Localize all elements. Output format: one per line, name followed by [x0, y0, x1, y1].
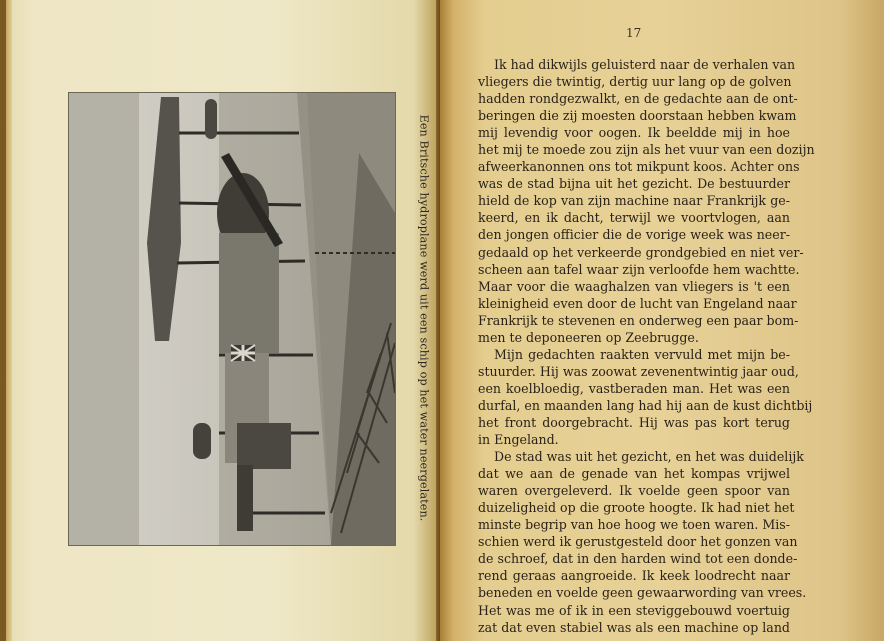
left-page — [6, 0, 440, 641]
text-line: Maar voor die waaghalzen van vliegers is 't een — [478, 278, 790, 294]
text-line: een koelbloedig, vastberaden man. Het was een — [478, 380, 790, 396]
text-line: dat we aan de genade van het kompas vrijwel — [478, 466, 790, 482]
text-line: vliegers die twintig, dertig uur lang op de golven — [478, 74, 792, 90]
text-line: kleinigheid even door de lucht van Engeland naar — [478, 295, 797, 311]
text-line: hadden rondgezwalkt, en de gedachte aan de ont- — [478, 91, 798, 107]
text-line: het mij te moede zou zijn als het vuur van een dozijn — [478, 142, 815, 158]
page-edge — [6, 0, 12, 641]
text-line: men te deponeeren op Zeebrugge. — [478, 329, 699, 345]
text-line: stuurder. Hij was zoowat zevenentwintig jaar oud, — [478, 363, 799, 379]
text-line: afweerkanonnen ons tot mikpunt koos. Achter ons — [478, 159, 800, 175]
text-line: was de stad bijna uit het gezicht. De bestuurder — [478, 176, 790, 192]
text-line: in Engeland. — [478, 432, 559, 448]
seaplane-picture — [69, 93, 395, 545]
text-line: den jongen officier die de vorige week was neer- — [478, 227, 790, 243]
text-line: scheen aan tafel waar zijn verloofde hem wachtte. — [478, 261, 800, 277]
text-line: zat dat even stabiel was als een machine op land — [478, 619, 790, 635]
text-line: het front doorgebracht. Hij was pas kort terug — [478, 414, 790, 430]
body-text — [478, 56, 815, 636]
text-line: durfal, en maanden lang had hij aan de kust dichtbij — [478, 397, 813, 413]
text-line: rend geraas aangroeide. Ik keek loodrecht naar — [478, 568, 790, 584]
text-line: gedaald op het verkeerde grondgebied en niet ver- — [478, 244, 804, 260]
text-line: De stad was uit het gezicht, en het was duidelijk — [494, 449, 804, 465]
text-line: keerd, en ik dacht, terwijl we voortvlogen, aan — [478, 210, 790, 226]
text-line: duizeligheid op die groote hoogte. Ik had niet het — [478, 500, 795, 516]
text-line: Het was me of ik in een steviggebouwd voertuig — [478, 602, 790, 618]
text-line: beneden en voelde geen gewaarwording van vrees. — [478, 585, 807, 601]
page-number: 17 — [626, 26, 642, 40]
text-line: Ik had dikwijls geluisterd naar de verhalen van — [494, 57, 796, 72]
seaplane-photograph — [68, 92, 396, 546]
photo-caption: Een Britsche hydroplane werd uit een schip op het water neergelaten. — [417, 114, 431, 522]
text-line: hield de kop van zijn machine naar Frankrijk ge- — [478, 193, 790, 209]
text-line: mij levendig voor oogen. Ik beeldde mij in hoe — [478, 125, 790, 141]
text-line: de schroef, dat in den harden wind tot een donde- — [478, 551, 798, 567]
text-line: waren overgeleverd. Ik voelde geen spoor van — [478, 483, 790, 499]
text-line: beringen die zij moesten doorstaan hebben kwam — [478, 108, 797, 124]
text-line: Mijn gedachten raakten vervuld met mijn be- — [494, 346, 790, 362]
text-line: Frankrijk te stevenen en onderweg een paar bom- — [478, 312, 799, 328]
text-line: schien werd ik gerustgesteld door het gonzen van — [478, 534, 798, 550]
text-line: minste begrip van hoe hoog we toen waren. Mis- — [478, 517, 790, 533]
photo-caption-area — [412, 92, 436, 544]
